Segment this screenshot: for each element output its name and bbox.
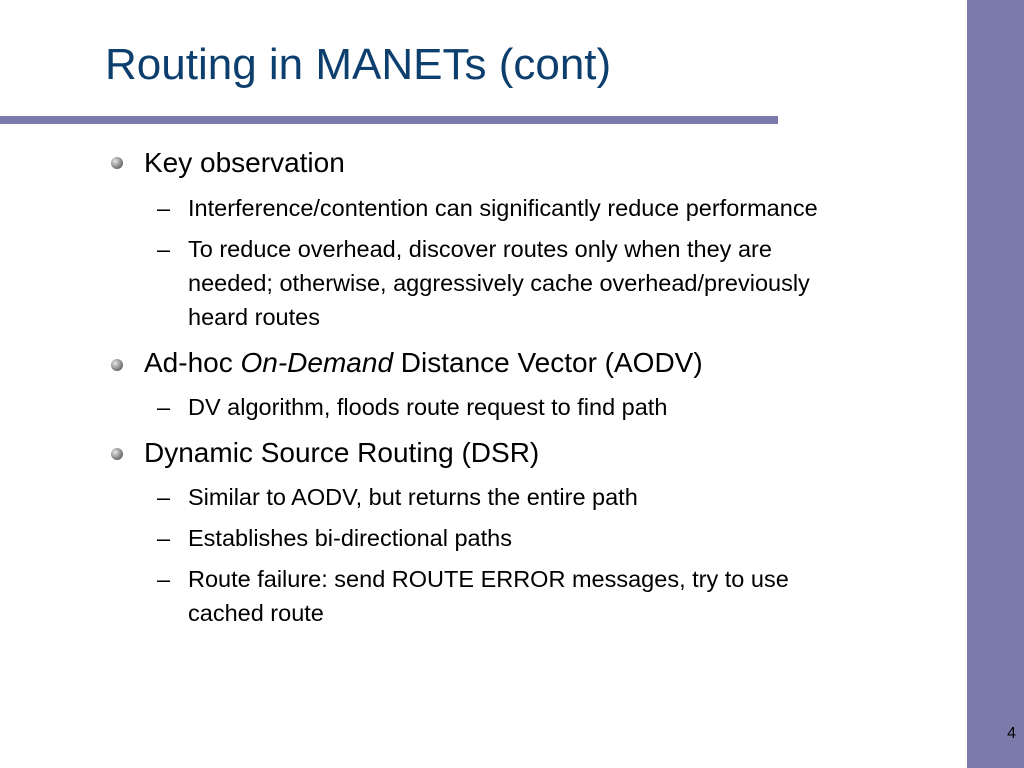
slide-page-number: 4	[1007, 725, 1016, 742]
bullet-aodv-italic: On-Demand	[240, 347, 394, 378]
sub-bullet-dash-icon: –	[157, 525, 171, 551]
sub-bullet-dash-icon: –	[157, 394, 171, 420]
bullet-key-observation: Key observation	[144, 147, 345, 178]
sub-bullet-dv-algorithm: DV algorithm, floods route request to find path	[188, 394, 668, 420]
bullet-dot-icon	[111, 359, 123, 371]
sub-bullet-dash-icon: –	[157, 484, 171, 510]
sub-bullet-bidirectional: Establishes bi-directional paths	[188, 525, 512, 551]
bullet-dot-icon	[111, 157, 123, 169]
bullet-dot-icon	[111, 448, 123, 460]
slide-sidebar-band	[967, 0, 1024, 768]
bullet-aodv-suffix: Distance Vector (AODV)	[393, 347, 703, 378]
bullet-aodv-prefix: Ad-hoc	[144, 347, 241, 378]
sub-bullet-similar-to-aodv: Similar to AODV, but returns the entire path	[188, 484, 638, 510]
sub-bullet-route-failure-line-1: Route failure: send ROUTE ERROR messages, try to use	[188, 566, 789, 592]
sub-bullet-dash-icon: –	[157, 236, 171, 262]
sub-bullet-interference: Interference/contention can significantly reduce performance	[188, 195, 818, 221]
bullet-dsr: Dynamic Source Routing (DSR)	[144, 437, 540, 468]
sub-bullet-reduce-overhead-line-2: needed; otherwise, aggressively cache overhead/previously	[188, 270, 810, 296]
bullet-aodv	[144, 346, 703, 380]
sub-bullet-reduce-overhead-line-3: heard routes	[188, 304, 320, 330]
sub-bullet-dash-icon: –	[157, 566, 171, 592]
sub-bullet-route-failure-line-2: cached route	[188, 600, 324, 626]
sub-bullet-dash-icon: –	[157, 195, 171, 221]
slide-title: Routing in MANETs (cont)	[105, 40, 612, 89]
sub-bullet-reduce-overhead-line-1: To reduce overhead, discover routes only when they are	[188, 236, 772, 262]
